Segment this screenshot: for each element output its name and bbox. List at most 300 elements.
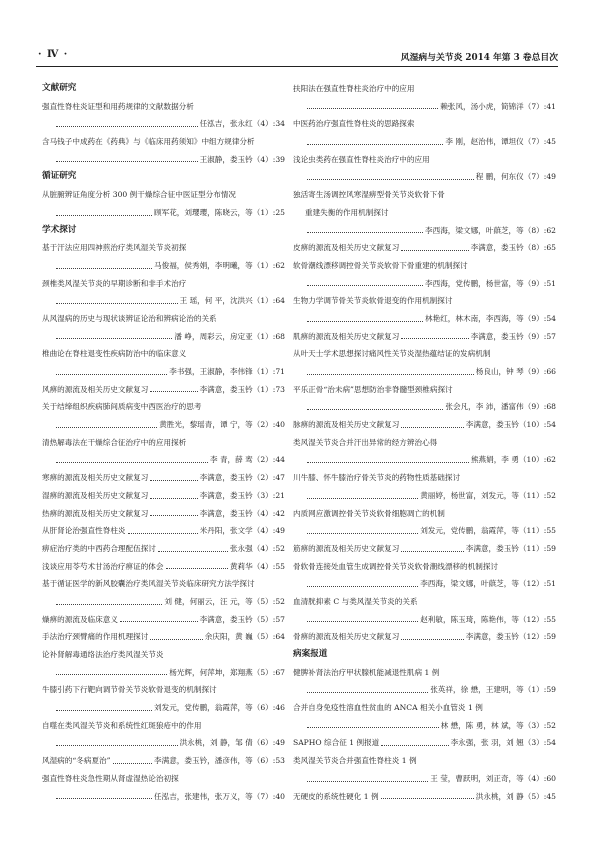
dot-leader (150, 480, 197, 481)
dot-leader (307, 533, 418, 534)
dot-leader (56, 462, 208, 463)
dot-leader (56, 215, 152, 216)
issue-page: （11）:52 (518, 490, 556, 500)
entry-authors (230, 540, 285, 558)
entry-authors (425, 222, 556, 240)
toc-entry (293, 540, 556, 558)
toc-entry (293, 80, 556, 115)
issue-page: （7）:49 (523, 172, 556, 182)
author-names: 李满意，娄玉钤 (199, 490, 253, 500)
entry-authors (200, 487, 285, 505)
issue-page: （2）:40 (252, 420, 285, 430)
dot-leader (150, 498, 197, 499)
entry-authors (169, 363, 285, 381)
entry-line (293, 540, 556, 558)
author-names: 王 瑶，何 平，沈洪兴 (179, 296, 253, 306)
entry-authors (445, 398, 556, 416)
author-names: 刘 健，何丽云，汪 元，等 (164, 596, 253, 606)
dot-leader (128, 533, 198, 534)
dot-leader (401, 250, 468, 251)
dot-leader (307, 727, 439, 728)
dot-leader (307, 321, 423, 322)
issue-page: （12）:51 (518, 579, 556, 589)
author-names: 林艳红，林木南，李西海，等 (425, 313, 524, 323)
author-names: 刘发元，党传鹏，翁霞萍，等 (154, 703, 253, 713)
toc-entry (42, 770, 285, 805)
toc-entry (293, 257, 556, 292)
dot-leader (56, 427, 157, 428)
entry-author-line (293, 363, 556, 381)
author-names: 李满意，娄玉钤 (199, 473, 253, 483)
author-names: 王淑静，娄玉钤 (199, 154, 253, 164)
entry-author-line (293, 681, 556, 699)
entry-authors (471, 239, 556, 257)
entry-author-line (42, 734, 285, 752)
toc-entry (42, 434, 285, 469)
entry-title: 扶阳法在强直性脊柱炎治疗中的应用 (293, 84, 415, 93)
issue-page: （5）:67 (252, 667, 285, 677)
entry-title: 软骨潮线漂移调控骨关节炎软骨下骨重建的机制探讨 (293, 260, 468, 270)
dot-leader (56, 161, 198, 162)
author-names: 李 青，薛 鸾 (209, 455, 253, 465)
issue-page: （6）:53 (252, 756, 285, 766)
entry-title: 颈椎类风湿关节炎的早期诊断和非手术治疗 (42, 278, 187, 288)
entry-title: 浅论虫类药在强直性脊柱炎治疗中的应用 (293, 154, 430, 164)
author-names: 李满意，娄玉钤，潘彦伟，等 (154, 756, 253, 766)
issue-page: （5）:52 (252, 596, 285, 606)
entry-author-line (293, 275, 556, 293)
issue-page: （10）:62 (518, 455, 556, 465)
issue-page: （4）:49 (252, 526, 285, 536)
dot-leader (56, 798, 152, 799)
left-column (42, 80, 285, 805)
entry-authors (154, 699, 285, 717)
entry-line (42, 469, 285, 487)
entry-authors (154, 788, 285, 806)
entry-authors (420, 487, 556, 505)
entry-line (42, 540, 285, 558)
toc-entry (293, 469, 556, 504)
toc-entry (293, 628, 556, 646)
entry-authors (154, 257, 285, 275)
author-names: 王 莹，曹跃明，刘正奇，等 (430, 773, 524, 783)
entry-line (42, 381, 285, 399)
author-names: 任泓吉，张建伟，张万义，等 (154, 791, 253, 801)
entry-authors (180, 734, 285, 752)
entry-author-line (42, 699, 285, 717)
author-names: 顾军花，刘璎璎，陈晓云，等 (154, 207, 253, 217)
section-heading: 病案报道 (293, 649, 328, 659)
author-names: 李 刚，赵治伟，谭坦仪 (445, 137, 524, 147)
toc-entry (42, 628, 285, 646)
entry-title: 骨软骨连接处血管生成调控骨关节炎软骨潮线漂移的机制探讨 (293, 561, 499, 571)
toc-entry (293, 345, 556, 380)
issue-page: （6）:46 (252, 703, 285, 713)
toc-entry (42, 575, 285, 610)
dot-leader (401, 639, 463, 640)
issue-page: （8）:65 (523, 243, 556, 253)
entry-authors (451, 734, 556, 752)
dot-leader (307, 232, 423, 233)
toc-entry (42, 487, 285, 505)
author-names: 任泓吉，张永红 (199, 119, 253, 129)
toc-entry (42, 133, 285, 168)
dot-leader (381, 798, 474, 799)
author-names: 李满意，娄玉钤 (465, 543, 519, 553)
issue-page: （9）:54 (523, 313, 556, 323)
author-names: 李满意，娄玉钤 (465, 420, 519, 430)
entry-author-line (42, 593, 285, 611)
entry-author-line (293, 133, 556, 151)
toc-entry (42, 345, 285, 380)
entry-authors (466, 540, 556, 558)
entry-authors (230, 558, 285, 576)
entry-authors (180, 292, 285, 310)
entry-line (293, 734, 556, 752)
entry-title: 独活寄生汤调控风寒湿痹型骨关节炎软骨下骨 (293, 190, 445, 200)
author-names: 余庆阳，黄 巍 (204, 632, 253, 642)
entry-author-line (42, 151, 285, 169)
issue-page: （11）:59 (518, 543, 556, 553)
toc-entry (293, 734, 556, 752)
entry-authors (420, 611, 556, 629)
entry-title: 基于汗法应用四神煎治疗类风湿关节炎初探 (42, 243, 187, 253)
entry-authors (205, 628, 285, 646)
dot-leader (113, 763, 153, 764)
issue-page: （1）:68 (252, 331, 285, 341)
entry-title: 脉痹的源流及相关历史文献复习 (293, 420, 400, 430)
entry-author-line (293, 310, 556, 328)
entry-authors (466, 628, 556, 646)
entry-title: 从风湿病的历史与现状谈辨证论治和辨病论治的关系 (42, 313, 217, 323)
dot-leader (56, 710, 152, 711)
dot-leader (401, 427, 463, 428)
issue-page: （5）:45 (523, 791, 556, 801)
dot-leader (56, 674, 167, 675)
entry-title: 寒痹的源流及相关历史文献复习 (42, 473, 149, 483)
issue-page: （8）:62 (523, 225, 556, 235)
toc-entry (42, 681, 285, 716)
entry-author-line (42, 664, 285, 682)
issue-page: （3）:21 (252, 490, 285, 500)
author-names: 李满意，娄玉钤 (199, 508, 253, 518)
entry-title: 风湿病的“冬病夏治” (42, 756, 111, 766)
entry-author-line (42, 292, 285, 310)
entry-title: 血清胱抑素 C 与类风湿关节炎的关系 (293, 596, 418, 606)
entry-author-line (293, 717, 556, 735)
toc-entry (42, 752, 285, 770)
dot-leader (150, 515, 197, 516)
issue-page: （9）:66 (523, 367, 556, 376)
entry-authors (445, 133, 556, 151)
entry-line (42, 522, 285, 540)
author-names: 杨良山，钟 琴 (475, 367, 524, 376)
dot-leader (401, 551, 463, 552)
entry-title: 中医药治疗强直性脊柱炎的思路探索 (293, 119, 415, 129)
entry-line (42, 487, 285, 505)
entry-authors (200, 522, 285, 540)
entry-authors (200, 611, 285, 629)
entry-authors (159, 416, 285, 434)
entry-title: 川牛膝、怀牛膝治疗骨关节炎的药物性质基础探讨 (293, 473, 461, 483)
dot-leader (401, 338, 468, 339)
entry-title: 浅谈应用苓芍术甘汤治疗痹证的体会 (42, 561, 164, 571)
entry-title: 含马钱子中成药在《药典》与《临床用药须知》中组方规律分析 (42, 137, 255, 147)
toc-entry (42, 275, 285, 310)
entry-line (42, 558, 285, 576)
issue-page: （1）:25 (252, 207, 285, 217)
entry-line (42, 611, 285, 629)
entry-title: 痹症治疗类的中西药合理配伍探讨 (42, 543, 156, 553)
entry-author-line (293, 451, 556, 469)
entry-authors (476, 168, 556, 186)
dot-leader (307, 409, 443, 410)
page-number: · Ⅳ · (38, 49, 69, 60)
entry-line (42, 628, 285, 646)
author-names: 洪永桃，刘 静，邹 倩 (179, 738, 253, 748)
entry-title: 手法治疗颈臂痛的作用机理探讨 (42, 632, 149, 642)
author-names: 李西海，梁文娜，叶蕻芝，等 (425, 225, 524, 235)
toc-entry (293, 186, 556, 239)
dot-leader (150, 391, 197, 392)
toc-entry (42, 505, 285, 523)
toc-entry (293, 593, 556, 628)
entry-title: 从叶天士学术思想探讨痛风性关节炎湿热蕴结证的发病机制 (293, 349, 491, 359)
issue-page: （3）:54 (523, 738, 556, 748)
dot-leader (307, 586, 418, 587)
entry-title: 清热解毒法在干燥综合征治疗中的应用探析 (42, 437, 187, 447)
dot-leader (56, 126, 198, 127)
toc-entry (293, 752, 556, 787)
toc-entry (42, 310, 285, 345)
entry-authors (430, 770, 556, 788)
dot-leader (307, 692, 428, 693)
author-names: 潘 峥，周彩云，房定亚 (174, 331, 253, 341)
dot-leader (307, 144, 443, 145)
dot-leader (307, 179, 474, 180)
entry-author-line (293, 611, 556, 629)
entry-title: 热痹的源流及相关历史文献复习 (42, 508, 149, 518)
entry-authors (200, 469, 285, 487)
issue-page: （4）:39 (252, 154, 285, 164)
toc-entry (42, 611, 285, 629)
entry-authors (164, 593, 285, 611)
toc-entry (42, 522, 285, 540)
entry-authors (169, 664, 285, 682)
author-names: 赖张风，汤小虎，简锦洋 (440, 101, 524, 111)
entry-title: 合并自身免疫性溶血性贫血的 ANCA 相关小血管炎 1 例 (293, 703, 483, 713)
author-names: 李满意，娄玉钤 (199, 384, 253, 394)
entry-title: 类风湿关节炎合并汗出异常的经方辨治心得 (293, 437, 438, 447)
issue-page: （3）:52 (523, 720, 556, 730)
toc-entry (293, 558, 556, 593)
entry-authors (430, 681, 556, 699)
section-heading: 循证研究 (42, 171, 77, 182)
dot-leader (307, 374, 474, 375)
author-names: 李西海，梁文娜，叶蕻芝，等 (420, 579, 519, 589)
entry-authors (200, 115, 285, 133)
issue-page: （2）:44 (252, 455, 285, 465)
issue-page: （1）:62 (252, 260, 285, 270)
entry-authors (154, 752, 285, 770)
issue-page: （1）:73 (252, 384, 285, 394)
entry-authors (476, 788, 556, 806)
toc-entry (293, 416, 556, 434)
issue-page: （12）:55 (518, 614, 556, 624)
issue-page: （9）:68 (523, 402, 556, 412)
author-names: 李满意，娄玉钤 (470, 243, 524, 253)
author-names: 张会凡，李 沛，潘富伟 (445, 402, 524, 412)
issue-page: （11）:55 (518, 526, 556, 536)
dot-leader (307, 108, 438, 109)
entry-authors (425, 310, 556, 328)
issue-page: （4）:55 (252, 561, 285, 571)
author-names: 杨光辉，何萍坤，郑翔燕 (169, 667, 253, 677)
entry-author-line (293, 98, 556, 116)
entry-author-line (293, 222, 556, 240)
dot-leader (307, 285, 423, 286)
issue-page: （9）:51 (523, 278, 556, 288)
entry-title: 皮痹的源流及相关历史文献复习 (293, 243, 400, 253)
entry-title: 基于循证医学的新风胶囊治疗类风湿关节炎临床研究方法学探讨 (42, 579, 255, 589)
dot-leader (56, 604, 162, 605)
issue-page: （5）:64 (252, 632, 285, 642)
entry-title: 内质网应激调控骨关节炎软骨细胞凋亡的机制 (293, 508, 445, 518)
toc-entry (42, 98, 285, 133)
entry-title: 牛膝引药下行靶向调节骨关节炎软骨退变的机制探讨 (42, 685, 217, 695)
toc-entry (42, 469, 285, 487)
dot-leader (307, 781, 428, 782)
issue-page: （9）:57 (523, 331, 556, 341)
entry-author-line (42, 363, 285, 381)
entry-title: 椎曲论在脊柱退变性疾病防治中的临床意义 (42, 349, 187, 359)
dot-leader (56, 338, 172, 339)
entry-authors (441, 717, 556, 735)
issue-page: （7）:45 (523, 137, 556, 147)
toc-entry (293, 699, 556, 734)
author-names: 洪永桃，刘 静 (475, 791, 524, 801)
entry-title: 生物力学调节骨关节炎软骨退变的作用机制探讨 (293, 296, 453, 306)
entry-author-line (293, 398, 556, 416)
toc-entry (42, 540, 285, 558)
entry-title: SAPHO 综合征 1 例报道 (293, 738, 380, 748)
section-heading: 文献研究 (42, 83, 77, 93)
issue-page: （7）:41 (523, 101, 556, 111)
entry-line (42, 752, 285, 770)
author-names: 张英祥，徐 懋，王建明，等 (430, 685, 524, 695)
issue-page: （1）:71 (252, 367, 285, 376)
toc-entry (42, 381, 285, 399)
dot-leader (307, 621, 418, 622)
entry-title: 骨痹的源流及相关历史文献复习 (293, 632, 400, 642)
entry-line (293, 788, 556, 806)
dot-leader (56, 745, 178, 746)
dot-leader (158, 551, 228, 552)
entry-authors (200, 505, 285, 523)
entry-author-line (293, 522, 556, 540)
author-names: 程 鹏，何东仪 (475, 172, 524, 182)
entry-title: 筋痹的源流及相关历史文献复习 (293, 543, 400, 553)
dot-leader (166, 568, 228, 569)
author-names: 李满意，娄玉钤 (470, 331, 524, 341)
entry-author-line (42, 416, 285, 434)
section-heading: 学术探讨 (42, 224, 77, 235)
toc-entry (293, 505, 556, 540)
toc-entry (42, 646, 285, 681)
dot-leader (307, 462, 469, 463)
author-names: 米丹阳，张文学 (199, 526, 253, 536)
entry-line (293, 416, 556, 434)
dot-leader (381, 745, 448, 746)
author-names: 李永强，张 羽，刘 翘 (450, 738, 524, 748)
toc-entry (42, 186, 285, 221)
dot-leader (307, 498, 418, 499)
entry-authors (174, 328, 285, 346)
author-names: 李满意，娄玉钤 (199, 614, 253, 624)
entry-authors (420, 575, 556, 593)
author-names: 李满意，娄玉钤 (465, 632, 519, 642)
author-names: 黄胜光，黎瑶青，谭 宁，等 (159, 420, 253, 430)
toc-entry (293, 664, 556, 699)
toc-entry (293, 434, 556, 469)
entry-author-line (42, 451, 285, 469)
issue-page: （5）:57 (252, 614, 285, 624)
entry-author-line (42, 115, 285, 133)
issue-page: （7）:40 (252, 791, 285, 801)
issue-page: （4）:34 (252, 119, 285, 129)
dot-leader (120, 621, 198, 622)
entry-authors (440, 98, 556, 116)
entry-authors (466, 416, 556, 434)
author-names: 熊燕娟，李 勇 (470, 455, 519, 465)
issue-page: （4）:52 (252, 543, 285, 553)
entry-title: 健脾补肾法治疗甲状腺机能减退性肌病 1 例 (293, 667, 440, 677)
entry-author-line (293, 487, 556, 505)
dot-leader (56, 268, 152, 269)
dot-leader (56, 374, 167, 375)
entry-title: 从肝肾论治强直性脊柱炎 (42, 526, 126, 536)
issue-page: （4）:60 (523, 773, 556, 783)
author-names: 马俊福，侯秀娟，李明曦，等 (154, 260, 253, 270)
issue-page: （1）:64 (252, 296, 285, 306)
author-names: 黄丽婷，杨世富，刘发元，等 (420, 490, 519, 500)
entry-title-continued: 重建失衡的作用机制探讨 (305, 207, 389, 217)
entry-authors (210, 451, 285, 469)
entry-title: 无硬皮的系统性硬化 1 例 (293, 791, 379, 801)
issue-page: （10）:54 (518, 420, 556, 430)
entry-title: 论补肾解毒通络法治疗类风湿关节炎 (42, 650, 164, 659)
entry-authors (200, 151, 285, 169)
entry-authors (425, 275, 556, 293)
toc-entry (293, 788, 556, 806)
journal-title: 风湿病与关节炎 2014 年第 3 卷总目次 (400, 53, 558, 63)
toc-entry (293, 239, 556, 257)
author-names: 赵利敏，陈玉琦，陈艳伟，等 (420, 614, 519, 624)
toc-entry (42, 398, 285, 433)
entry-author-line (293, 770, 556, 788)
toc-entry (293, 292, 556, 327)
entry-title: 风痹的源流及相关历史文献复习 (42, 384, 149, 394)
issue-page: （6）:49 (252, 738, 285, 748)
toc-entry (42, 239, 285, 274)
entry-authors (420, 522, 556, 540)
dot-leader (56, 303, 178, 304)
entry-line (293, 328, 556, 346)
entry-title: 燥痹的源流及临床意义 (42, 614, 118, 624)
entry-title: 肌痹的源流及相关历史文献复习 (293, 331, 400, 341)
entry-title: 关于结缔组织疾病肺间质病变中西医治疗的思考 (42, 402, 202, 412)
issue-page: （4）:42 (252, 508, 285, 518)
